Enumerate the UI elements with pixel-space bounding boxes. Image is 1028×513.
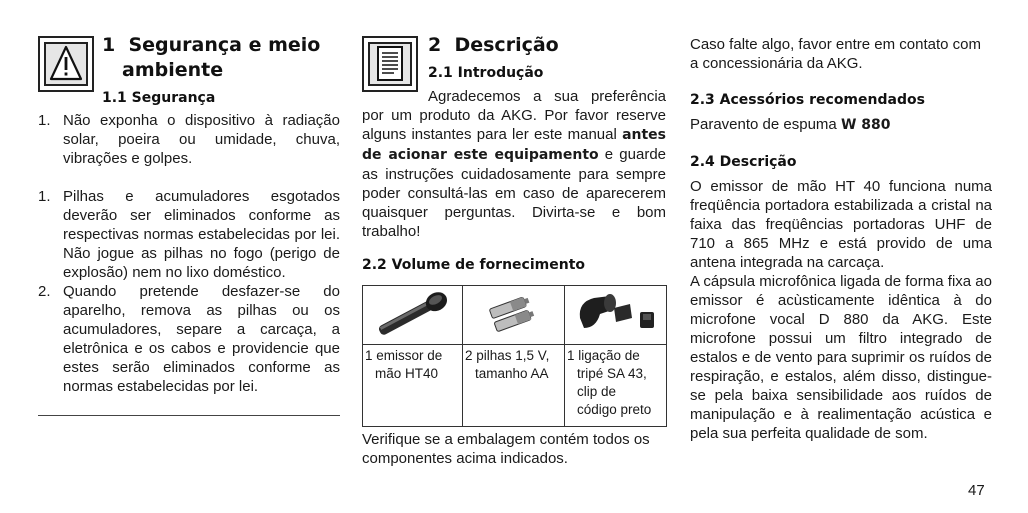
stand-adapter-image xyxy=(565,286,667,345)
transmitter-image xyxy=(363,286,463,345)
subsection-2-2-title: 2.2 Volume de fornecimento xyxy=(362,257,586,273)
subsection-2-4-title: 2.4 Descrição xyxy=(690,154,797,170)
description-paragraph: O emissor de mão HT 40 funciona numa freqüência portadora estabilizada a cristal na faixa das freqüências portadoras UHF de 710 a 865 MHz e está provido de uma antena integrada na carcaça. xyxy=(690,178,992,271)
page-number: 47 xyxy=(968,482,985,499)
intro-paragraph: Agradecemos a sua preferência por um produto da AKG. Por favor reserve alguns instantes para ler este manual antes de acionar este equipamento e guarde as instruções cuidadosamente para sempre poder consultá-las em caso de aparecerem quaisquer perguntas. Divirta-se e bom trabalho! xyxy=(362,88,666,240)
list-item: 1. Pilhas e acumuladores esgotados deverão ser eliminados conforme as respectivas normas estabelecidas por lei. Não jogue as pilhas no fogo (perigo de explosão) nem no lixo doméstico. xyxy=(38,188,340,281)
subsection-2-1-title: 2.1 Introdução xyxy=(428,65,544,81)
description-paragraph: A cápsula microfônica ligada de forma fixa ao emissor é acùsticamente idêntica à do microfone vocal D 880 da AKG. Este microfone possui um filtro integrado de estalos e de vento para suprimir os ruídos de respiração, e estalos, além disso, distingue-se pela baixa sensibilidade aos ruídos de manipulação e à realimentação acústica e pela sua perfeita qualidade de som. xyxy=(690,273,992,442)
contact-paragraph: Caso falte algo, favor entre em contato com a concessionária da AKG. xyxy=(690,36,981,72)
warning-icon xyxy=(38,36,94,92)
delivery-item: 1 emissor de mão HT40 xyxy=(363,345,463,427)
document-icon xyxy=(362,36,418,92)
subsection-2-3-title: 2.3 Acessórios recomendados xyxy=(690,92,925,108)
list-item: 2. Quando pretende desfazer-se do aparelho, remova as pilhas ou os acumuladores, separe a carcaça, a eletrônica e os cabos e providencie que estes serão eliminados conforme as normas estabelecidas por lei. xyxy=(38,283,340,395)
section-2-title: 2 Descrição xyxy=(428,34,559,56)
delivery-note: Verifique se a embalagem contém todos os componentes acima indicados. xyxy=(362,431,650,467)
accessory-line: Paravento de espuma W 880 xyxy=(690,116,891,133)
section-1-title: 1 Segurança e meio ambiente xyxy=(102,34,321,81)
delivery-item: 2 pilhas 1,5 V, tamanho AA xyxy=(463,345,565,427)
list-item: 1. Não exponha o dispositivo à radiação solar, poeira ou umidade, chuva, vibrações e golpes. xyxy=(38,112,340,167)
safety-list xyxy=(38,111,340,396)
subsection-1-1-title: 1.1 Segurança xyxy=(102,90,216,106)
section-divider xyxy=(38,415,340,416)
batteries-image xyxy=(463,286,565,345)
delivery-item: 1 ligação de tripé SA 43, clip de código preto xyxy=(565,345,667,427)
delivery-table xyxy=(362,285,667,427)
description-text xyxy=(690,177,992,443)
